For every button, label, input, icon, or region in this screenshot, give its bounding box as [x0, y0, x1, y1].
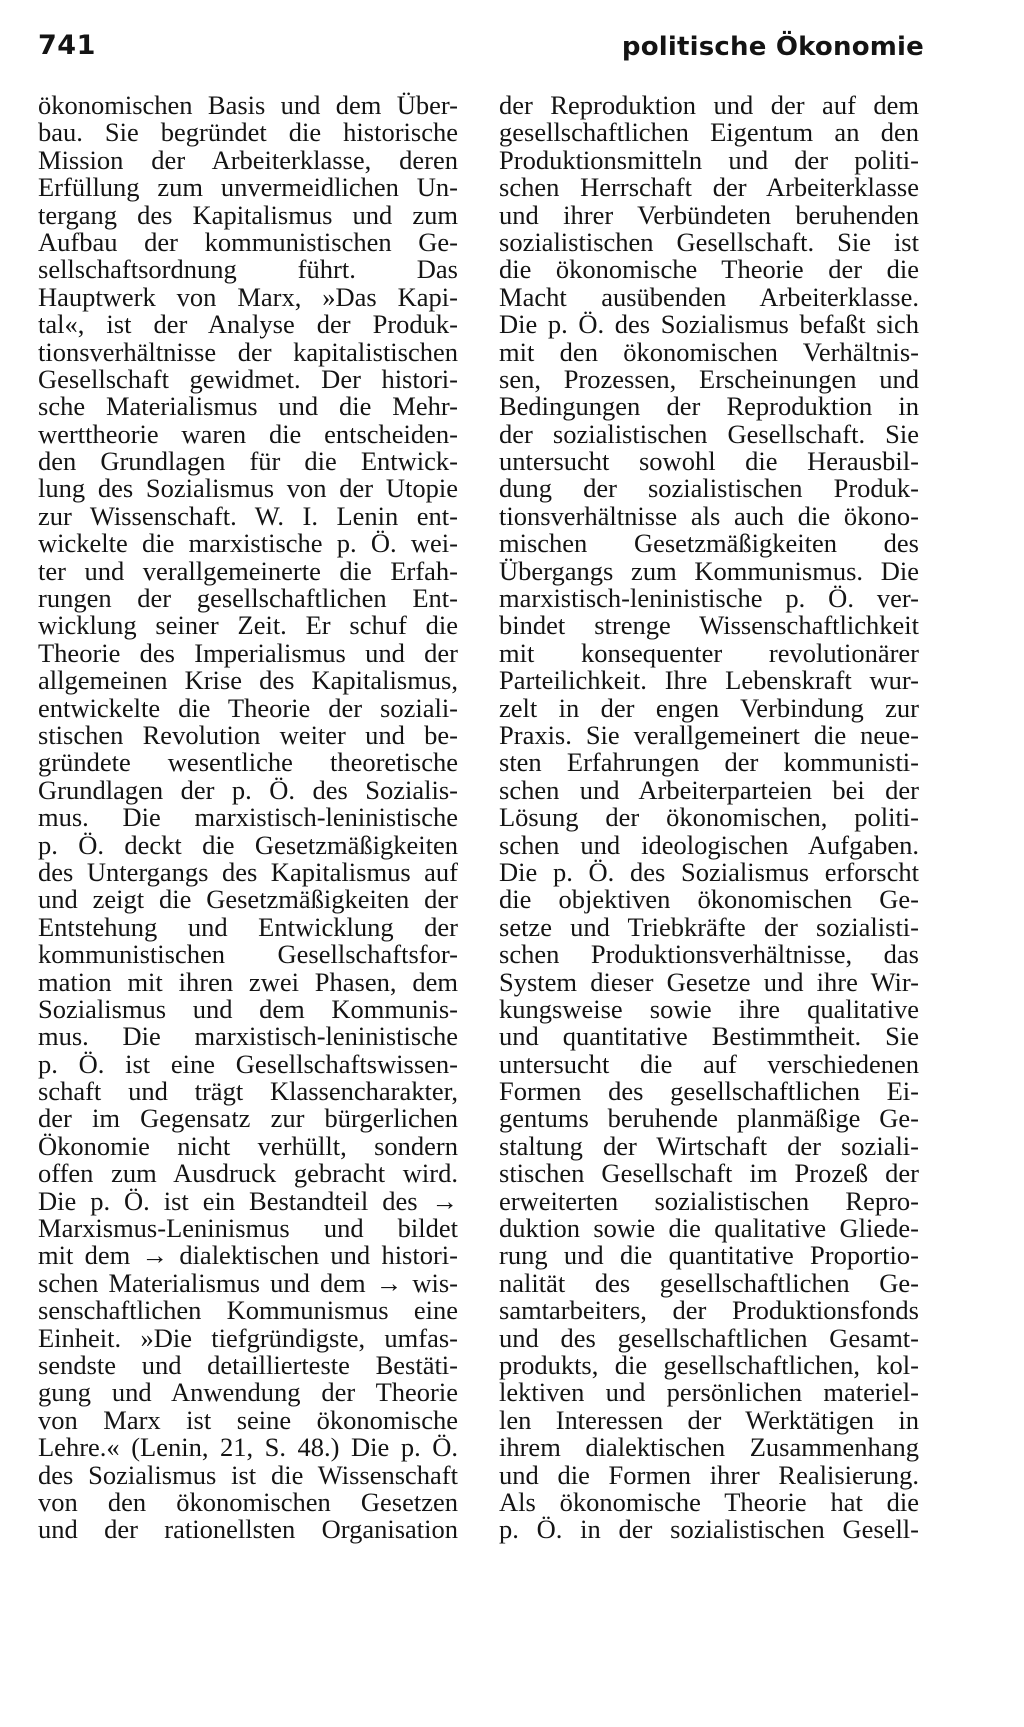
text-line: zur Wissenschaft. W. I. Lenin ent-	[38, 500, 458, 531]
text-line: Macht ausübenden Arbeiterklasse.	[499, 281, 919, 312]
text-line: und ihrer Verbündeten beruhenden	[499, 199, 919, 230]
text-line: Marxismus-Leninismus und bildet	[38, 1213, 458, 1244]
text-line: untersucht die auf verschiedenen	[499, 1048, 919, 1079]
text-column-left	[38, 92, 458, 1544]
text-line: lung des Sozialismus von der Utopie	[38, 473, 458, 504]
text-line: tal«, ist der Analyse der Produk-	[38, 309, 458, 340]
text-line: Die p. Ö. ist ein Bestandteil des →	[38, 1185, 458, 1216]
text-line: Entstehung und Entwicklung der	[38, 911, 458, 942]
page-number: 741	[38, 30, 96, 61]
text-line: Grundlagen der p. Ö. des Sozialis-	[38, 774, 458, 805]
text-line: gung und Anwendung der Theorie	[38, 1377, 458, 1408]
text-line: schen und ideologischen Aufgaben.	[499, 829, 919, 860]
text-line: und quantitative Bestimmtheit. Sie	[499, 1021, 919, 1052]
text-line: mit den ökonomischen Verhältnis-	[499, 336, 919, 367]
text-line: setze und Triebkräfte der sozialisti-	[499, 911, 919, 942]
text-line: Als ökonomische Theorie hat die	[499, 1486, 919, 1517]
text-line: lektiven und persönlichen materiel-	[499, 1377, 919, 1408]
text-line: sche Materialismus und die Mehr-	[38, 391, 458, 422]
text-line: den Grundlagen für die Entwick-	[38, 446, 458, 477]
text-line: kommunistischen Gesellschaftsfor-	[38, 939, 458, 970]
text-line: samtarbeiters, der Produktionsfonds	[499, 1295, 919, 1326]
text-line: Sozialismus und dem Kommunis-	[38, 993, 458, 1024]
text-line: tionsverhältnisse als auch die ökono-	[499, 500, 919, 531]
text-line: von Marx ist seine ökonomische	[38, 1404, 458, 1435]
text-line: wicklung seiner Zeit. Er schuf die	[38, 610, 458, 641]
text-line: und die Formen ihrer Realisierung.	[499, 1459, 919, 1490]
text-line: dung der sozialistischen Produk-	[499, 473, 919, 504]
text-line: Produktionsmitteln und der politi-	[499, 144, 919, 175]
running-header-title: politische Ökonomie	[621, 32, 924, 62]
text-line: len Interessen der Werktätigen in	[499, 1404, 919, 1435]
text-line: allgemeinen Krise des Kapitalismus,	[38, 665, 458, 696]
text-line: entwickelte die Theorie der soziali-	[38, 692, 458, 723]
text-line: wickelte die marxistische p. Ö. wei-	[38, 528, 458, 559]
text-line: Einheit. »Die tiefgründigste, umfas-	[38, 1322, 458, 1353]
text-line: sen, Prozessen, Erscheinungen und	[499, 363, 919, 394]
text-line: und des gesellschaftlichen Gesamt-	[499, 1322, 919, 1353]
text-line: Praxis. Sie verallgemeinert die neue-	[499, 719, 919, 750]
text-line: stischen Gesellschaft im Prozeß der	[499, 1158, 919, 1189]
text-line: untersucht sowohl die Herausbil-	[499, 446, 919, 477]
text-line: Formen des gesellschaftlichen Ei-	[499, 1076, 919, 1107]
text-line: des Untergangs des Kapitalismus auf	[38, 856, 458, 887]
text-line: der Reproduktion und der auf dem	[499, 90, 919, 120]
text-line: mit dem → dialektischen und histori-	[38, 1240, 458, 1271]
text-line: Hauptwerk von Marx, »Das Kapi-	[38, 281, 458, 312]
text-line: duktion sowie die qualitative Gliede-	[499, 1213, 919, 1244]
text-line: System dieser Gesetze und ihre Wir-	[499, 966, 919, 997]
text-line: ökonomischen Basis und dem Über-	[38, 90, 458, 120]
text-line: schen Herrschaft der Arbeiterklasse	[499, 172, 919, 203]
text-line: gründete wesentliche theoretische	[38, 747, 458, 778]
text-line: staltung der Wirtschaft der soziali-	[499, 1130, 919, 1161]
text-line: stischen Revolution weiter und be-	[38, 719, 458, 750]
text-line: sten Erfahrungen der kommunisti-	[499, 747, 919, 778]
text-line: mus. Die marxistisch-leninistische	[38, 1021, 458, 1052]
text-line: zelt in der engen Verbindung zur	[499, 692, 919, 723]
text-line: bindet strenge Wissenschaftlichkeit	[499, 610, 919, 641]
text-line: der sozialistischen Gesellschaft. Sie	[499, 418, 919, 449]
text-line: Mission der Arbeiterklasse, deren	[38, 144, 458, 175]
text-line: Parteilichkeit. Ihre Lebenskraft wur-	[499, 665, 919, 696]
text-line: Übergangs zum Kommunismus. Die	[499, 555, 919, 586]
text-line: kungsweise sowie ihre qualitative	[499, 993, 919, 1024]
text-line: schen Materialismus und dem → wis-	[38, 1267, 458, 1298]
text-line: sellschaftsordnung führt. Das	[38, 254, 458, 285]
text-line: des Sozialismus ist die Wissenschaft	[38, 1459, 458, 1490]
text-line: p. Ö. ist eine Gesellschaftswissen-	[38, 1048, 458, 1079]
text-line: Erfüllung zum unvermeidlichen Un-	[38, 172, 458, 203]
text-line: Die p. Ö. des Sozialismus erforscht	[499, 856, 919, 887]
text-line: marxistisch-leninistische p. Ö. ver-	[499, 583, 919, 614]
text-line: p. Ö. in der sozialistischen Gesell-	[499, 1514, 919, 1545]
text-line: schen Produktionsverhältnisse, das	[499, 939, 919, 970]
text-column-right	[499, 92, 919, 1544]
text-line: von den ökonomischen Gesetzen	[38, 1486, 458, 1517]
text-line: der im Gegensatz zur bürgerlichen	[38, 1103, 458, 1134]
text-line: und zeigt die Gesetzmäßigkeiten der	[38, 884, 458, 915]
text-line: Aufbau der kommunistischen Ge-	[38, 226, 458, 257]
text-line: mit konsequenter revolutionärer	[499, 637, 919, 668]
text-line: tionsverhältnisse der kapitalistischen	[38, 336, 458, 367]
text-line: Ökonomie nicht verhüllt, sondern	[38, 1130, 458, 1161]
text-line: tergang des Kapitalismus und zum	[38, 199, 458, 230]
text-line: offen zum Ausdruck gebracht wird.	[38, 1158, 458, 1189]
text-line: werttheorie waren die entscheiden-	[38, 418, 458, 449]
text-line: ter und verallgemeinerte die Erfah-	[38, 555, 458, 586]
text-line: Lehre.« (Lenin, 21, S. 48.) Die p. Ö.	[38, 1432, 458, 1463]
text-line: Gesellschaft gewidmet. Der histori-	[38, 363, 458, 394]
text-line: Bedingungen der Reproduktion in	[499, 391, 919, 422]
text-line: produkts, die gesellschaftlichen, kol-	[499, 1349, 919, 1380]
text-line: bau. Sie begründet die historische	[38, 117, 458, 148]
text-line: Die p. Ö. des Sozialismus befaßt sich	[499, 309, 919, 340]
text-line: schaft und trägt Klassencharakter,	[38, 1076, 458, 1107]
text-line: sendste und detaillierteste Bestäti-	[38, 1349, 458, 1380]
text-line: die objektiven ökonomischen Ge-	[499, 884, 919, 915]
text-line: sozialistischen Gesellschaft. Sie ist	[499, 226, 919, 257]
text-line: schen und Arbeiterparteien bei der	[499, 774, 919, 805]
text-line: rungen der gesellschaftlichen Ent-	[38, 583, 458, 614]
text-line: gesellschaftlichen Eigentum an den	[499, 117, 919, 148]
text-line: und der rationellsten Organisation	[38, 1514, 458, 1545]
text-line: p. Ö. deckt die Gesetzmäßigkeiten	[38, 829, 458, 860]
text-line: Theorie des Imperialismus und der	[38, 637, 458, 668]
text-line: gentums beruhende planmäßige Ge-	[499, 1103, 919, 1134]
text-line: rung und die quantitative Proportio-	[499, 1240, 919, 1271]
text-line: mischen Gesetzmäßigkeiten des	[499, 528, 919, 559]
text-line: Lösung der ökonomischen, politi-	[499, 802, 919, 833]
text-line: nalität des gesellschaftlichen Ge-	[499, 1267, 919, 1298]
text-line: mation mit ihren zwei Phasen, dem	[38, 966, 458, 997]
text-line: mus. Die marxistisch-leninistische	[38, 802, 458, 833]
text-line: erweiterten sozialistischen Repro-	[499, 1185, 919, 1216]
text-line: senschaftlichen Kommunismus eine	[38, 1295, 458, 1326]
text-line: ihrem dialektischen Zusammenhang	[499, 1432, 919, 1463]
text-line: die ökonomische Theorie der die	[499, 254, 919, 285]
